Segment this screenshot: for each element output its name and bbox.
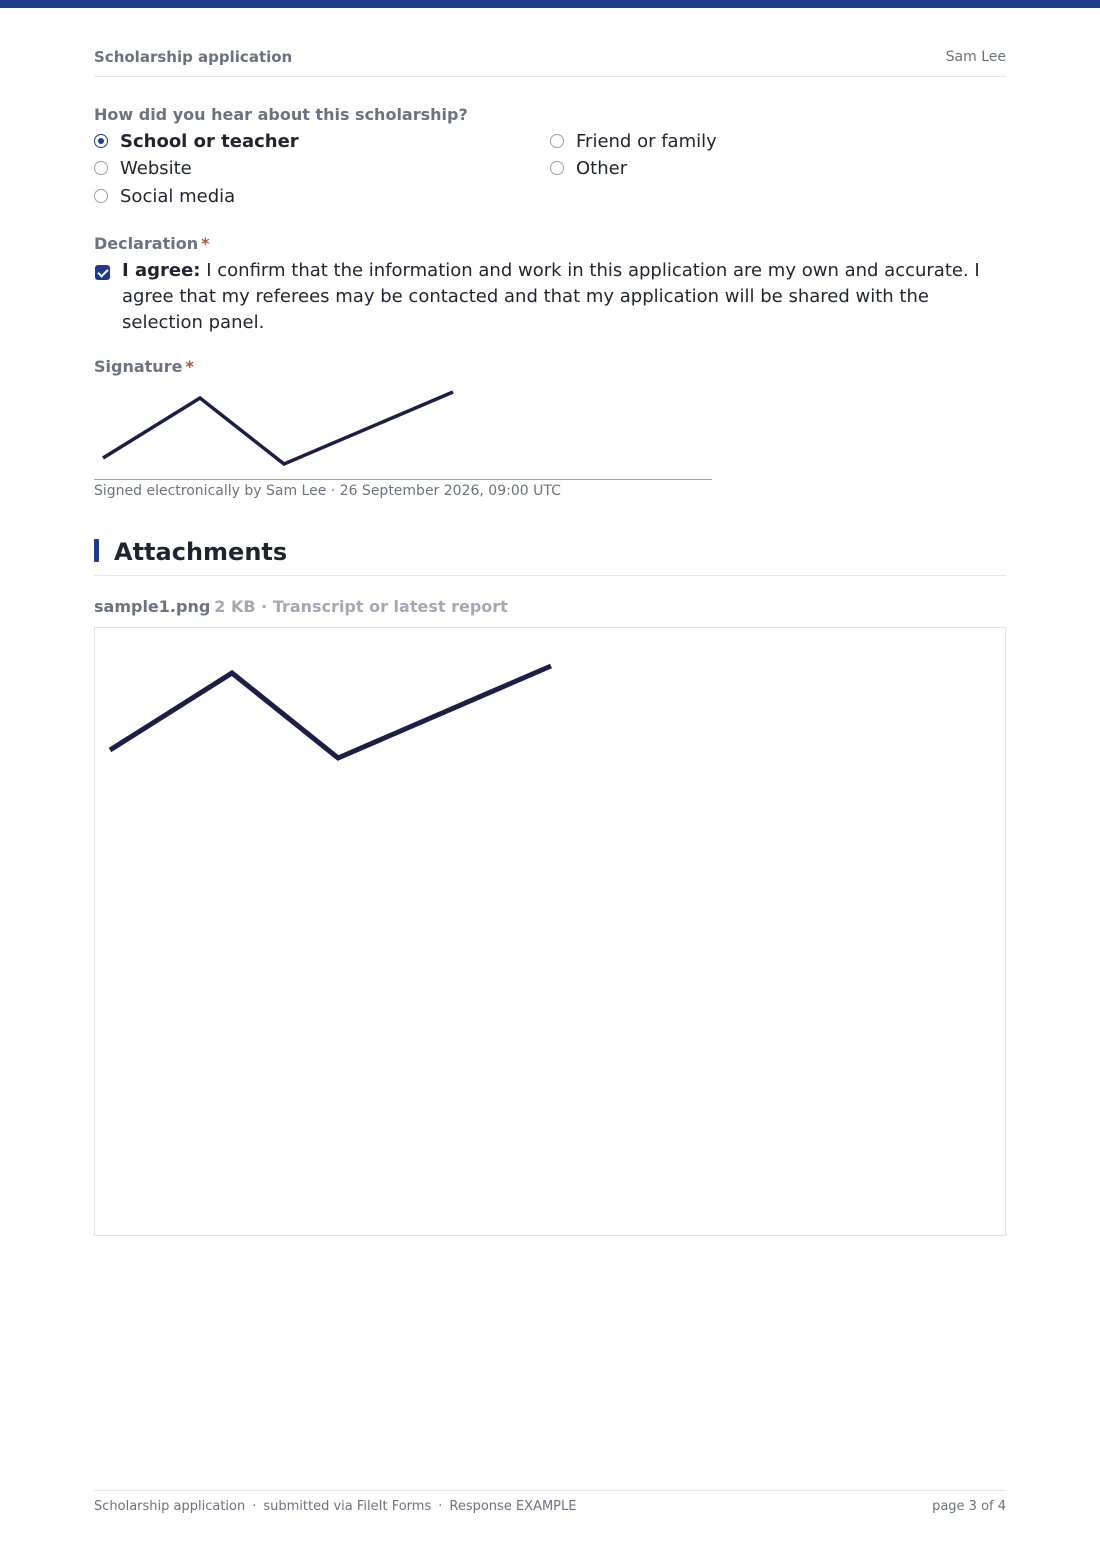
attachment-file-meta: 2 KB · Transcript or latest report (214, 597, 508, 616)
applicant-name: Sam Lee (945, 49, 1006, 65)
radio-label: Friend or family (576, 131, 717, 152)
top-accent-bar (0, 0, 1100, 8)
radio-empty-icon (94, 189, 108, 203)
radio-empty-icon (550, 161, 564, 175)
radio-label: Website (120, 158, 192, 179)
radio-empty-icon (550, 134, 564, 148)
document-title: Scholarship application (94, 48, 293, 66)
declaration-label-text: Declaration (94, 234, 199, 253)
agree-label: I agree: (122, 260, 201, 281)
footer-doc-name: Scholarship application (94, 1499, 246, 1514)
hear-about-question: How did you hear about this scholarship? (94, 105, 468, 124)
footer-info (94, 1499, 576, 1514)
radio-selected-icon (94, 134, 108, 148)
attachments-section-header (94, 536, 1006, 576)
required-marker: * (185, 357, 194, 376)
required-marker: * (201, 234, 210, 253)
footer-separator: · (438, 1499, 443, 1514)
signature-caption: Signed electronically by Sam Lee · 26 September 2026, 09:00 UTC (94, 483, 561, 499)
declaration-body: I confirm that the information and work in this application are my own and accurate. I agree that my referees may be contacted and that my application will be shared with the selection panel. (122, 260, 980, 333)
attachment-preview-image (95, 628, 1005, 1235)
footer-response: Response EXAMPLE (449, 1499, 577, 1514)
attachment-preview (94, 627, 1006, 1236)
footer-via: submitted via FileIt Forms (263, 1499, 432, 1514)
page-footer (94, 1490, 1006, 1521)
radio-label: School or teacher (120, 131, 299, 152)
attachment-file-name[interactable]: sample1.png (94, 597, 211, 616)
page-number: page 3 of 4 (932, 1499, 1006, 1514)
declaration-checkbox[interactable] (95, 265, 110, 280)
radio-label: Social media (120, 186, 236, 207)
declaration-label (94, 234, 209, 253)
signature-label (94, 357, 194, 376)
signature-image (94, 383, 712, 479)
radio-label: Other (576, 158, 628, 179)
section-accent-bar (94, 539, 99, 562)
signature-area (94, 383, 712, 480)
checkmark-icon (97, 266, 108, 277)
attachment-label (94, 597, 508, 616)
radio-empty-icon (94, 161, 108, 175)
signature-label-text: Signature (94, 357, 183, 376)
page-header (94, 48, 1006, 77)
declaration-statement (122, 258, 1012, 336)
footer-separator: · (252, 1499, 257, 1514)
section-title: Attachments (114, 538, 288, 566)
